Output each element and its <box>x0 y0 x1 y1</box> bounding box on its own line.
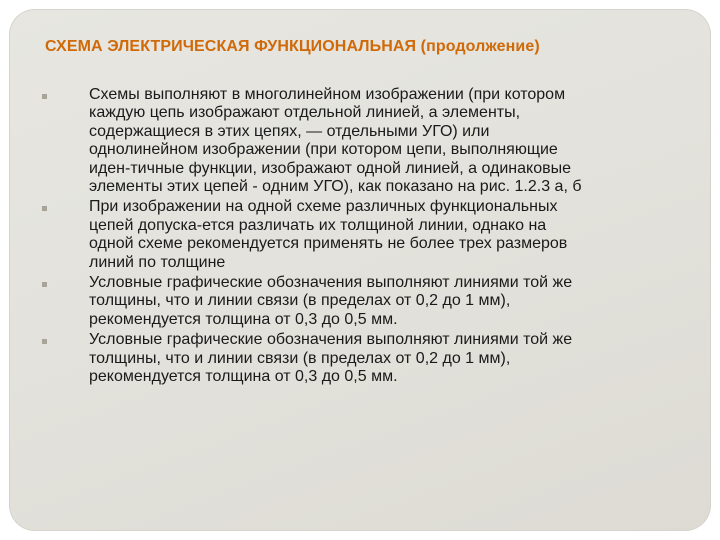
bullet-line: элементы этих цепей - одним УГО), как показано на рис. 1.2.3 а, б <box>89 178 582 196</box>
bullet-line: рекомендуется толщина от 0,3 до 0,5 мм. <box>89 310 398 328</box>
bullet-line: иден-тичные функции, изображают одной линией, а одинаковые <box>89 159 571 177</box>
bullet-line: толщины, что и линии связи (в пределах от 0,2 до 1 мм), <box>89 292 511 310</box>
bullet-list <box>42 86 692 389</box>
bullet-line: одной схеме рекомендуется применять не более трех размеров <box>89 235 568 253</box>
slide-title: СХЕМА ЭЛЕКТРИЧЕСКАЯ ФУНКЦИОНАЛЬНАЯ (продолжение) <box>45 38 540 55</box>
bullet-line: Условные графические обозначения выполняют линиями той же <box>89 274 573 292</box>
square-bullet-icon <box>42 206 47 211</box>
bullet-item <box>42 331 692 386</box>
square-bullet-icon <box>42 94 47 99</box>
square-bullet-icon <box>42 282 47 287</box>
bullet-line: каждую цепь изображают отдельной линией, а элементы, <box>89 104 521 122</box>
bullet-line: рекомендуется толщина от 0,3 до 0,5 мм. <box>89 368 398 386</box>
bullet-item <box>42 198 692 272</box>
bullet-line: Условные графические обозначения выполняют линиями той же <box>89 331 573 349</box>
bullet-line: однолинейном изображении (при котором цепи, выполняющие <box>89 141 558 159</box>
bullet-line: цепей допуска-ется различать их толщиной линии, однако на <box>89 216 547 234</box>
bullet-item <box>42 86 692 196</box>
bullet-line: При изображении на одной схеме различных функциональных <box>89 198 558 216</box>
bullet-line: толщины, что и линии связи (в пределах от 0,2 до 1 мм), <box>89 349 511 367</box>
bullet-item <box>42 274 692 329</box>
bullet-line: Схемы выполняют в многолинейном изображении (при котором <box>89 86 566 103</box>
square-bullet-icon <box>42 339 47 344</box>
bullet-line: линий по толщине <box>89 253 226 271</box>
bullet-line: содержащиеся в этих цепях, — отдельными УГО) или <box>89 122 490 140</box>
